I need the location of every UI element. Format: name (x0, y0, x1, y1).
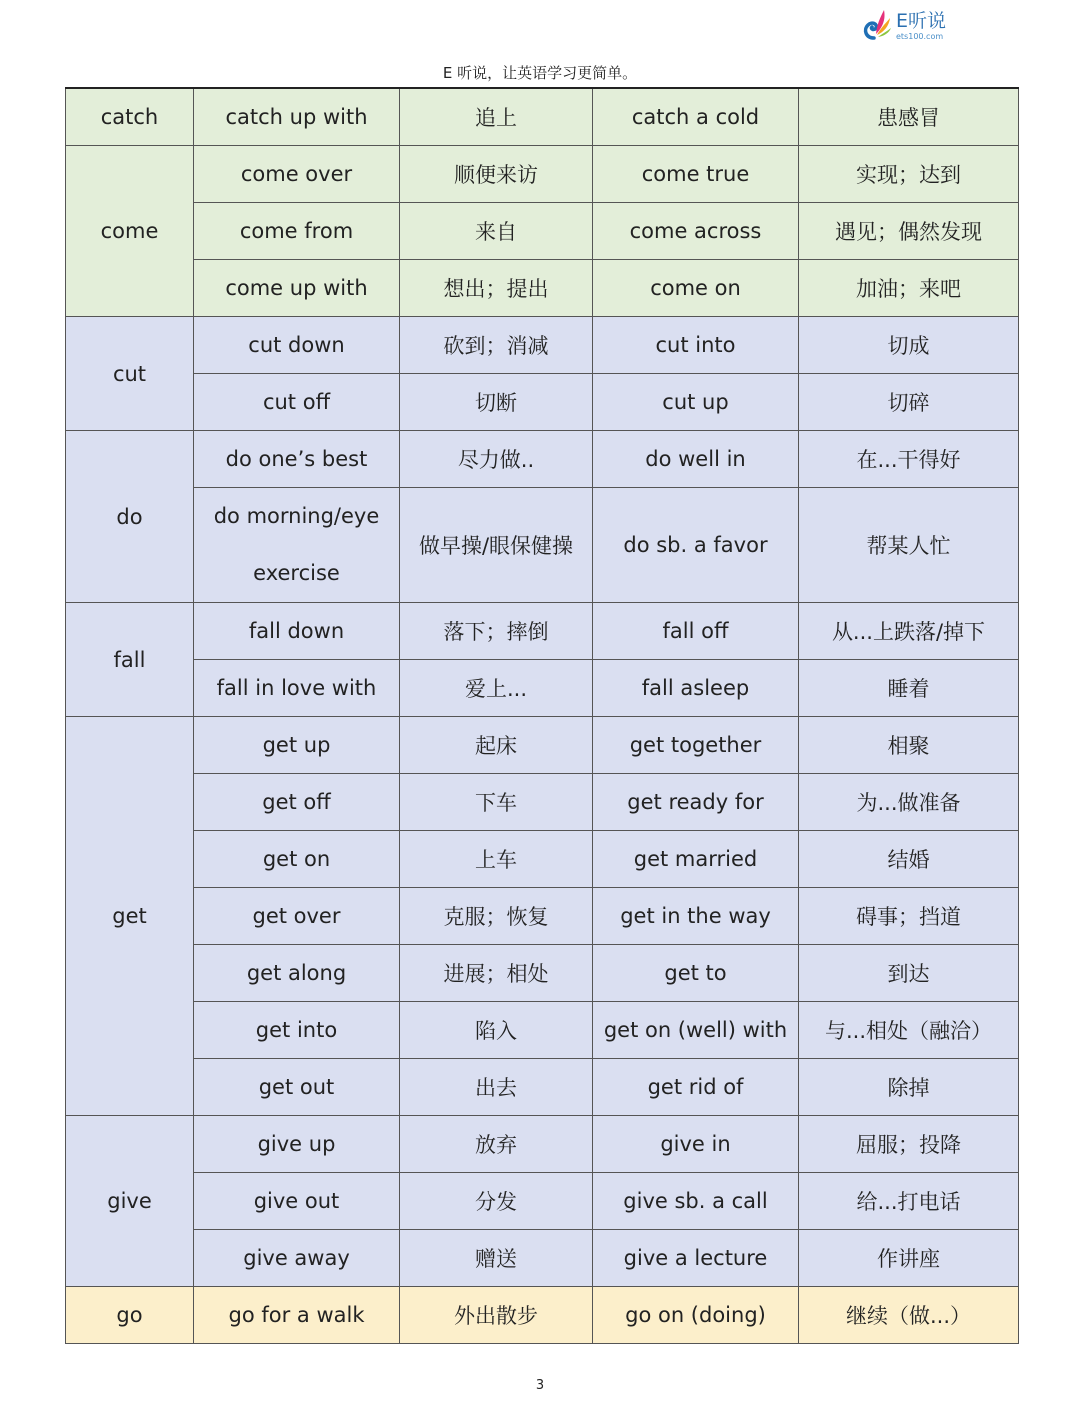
phrase-cell: get to (593, 945, 799, 1002)
verb-cell: give (66, 1116, 194, 1287)
table-row (66, 660, 1019, 717)
meaning-cell: 作讲座 (799, 1230, 1019, 1287)
meaning-cell: 上车 (400, 831, 593, 888)
phrase-cell: get on (well) with (593, 1002, 799, 1059)
phrase-cell: get married (593, 831, 799, 888)
meaning-cell: 进展；相处 (400, 945, 593, 1002)
table-row (66, 774, 1019, 831)
meaning-cell: 爱上... (400, 660, 593, 717)
phrase-cell: go for a walk (194, 1287, 400, 1344)
phrase-cell: cut up (593, 374, 799, 431)
phrase-cell: come across (593, 203, 799, 260)
phrase-cell: get on (194, 831, 400, 888)
phrase-cell: come from (194, 203, 400, 260)
meaning-cell: 加油；来吧 (799, 260, 1019, 317)
table-row (66, 88, 1019, 146)
phrase-cell: fall off (593, 603, 799, 660)
meaning-cell: 尽力做.. (400, 431, 593, 488)
table-row (66, 945, 1019, 1002)
meaning-cell: 在...干得好 (799, 431, 1019, 488)
meaning-cell: 顺便来访 (400, 146, 593, 203)
phrase-cell: cut down (194, 317, 400, 374)
meaning-cell: 帮某人忙 (799, 488, 1019, 603)
phrase-line: exercise (253, 561, 340, 585)
phrase-cell: go on (doing) (593, 1287, 799, 1344)
table-row (66, 1287, 1019, 1344)
phrase-cell: give sb. a call (593, 1173, 799, 1230)
verb-cell: catch (66, 88, 194, 146)
meaning-cell: 与...相处（融洽） (799, 1002, 1019, 1059)
phrase-cell: come on (593, 260, 799, 317)
phrase-cell: catch up with (194, 88, 400, 146)
meaning-cell: 起床 (400, 717, 593, 774)
phrase-cell: give out (194, 1173, 400, 1230)
table-row (66, 146, 1019, 203)
verb-cell: cut (66, 317, 194, 431)
phrase-cell: come up with (194, 260, 400, 317)
phrase-cell: get together (593, 717, 799, 774)
phrase-cell: do well in (593, 431, 799, 488)
table-row (66, 488, 1019, 603)
phrase-cell: fall in love with (194, 660, 400, 717)
meaning-cell: 继续（做...） (799, 1287, 1019, 1344)
phrase-cell: give in (593, 1116, 799, 1173)
phrase-table (65, 87, 1019, 1344)
table-row (66, 431, 1019, 488)
meaning-cell: 切断 (400, 374, 593, 431)
ets-logo (860, 4, 960, 48)
phrase-cell (194, 488, 400, 603)
meaning-cell: 给...打电话 (799, 1173, 1019, 1230)
phrase-cell: cut off (194, 374, 400, 431)
phrase-cell: do sb. a favor (593, 488, 799, 603)
meaning-cell: 相聚 (799, 717, 1019, 774)
phrase-cell: get over (194, 888, 400, 945)
meaning-cell: 切碎 (799, 374, 1019, 431)
table-row (66, 203, 1019, 260)
meaning-cell: 除掉 (799, 1059, 1019, 1116)
phrase-table-container (65, 87, 1018, 1344)
table-row (66, 1230, 1019, 1287)
table-row (66, 888, 1019, 945)
meaning-cell: 想出；提出 (400, 260, 593, 317)
table-row (66, 1116, 1019, 1173)
meaning-cell: 到达 (799, 945, 1019, 1002)
phrase-line: do morning/eye (213, 504, 380, 528)
phrase-cell: do one’s best (194, 431, 400, 488)
verb-cell: go (66, 1287, 194, 1344)
table-row (66, 831, 1019, 888)
phrase-cell: give up (194, 1116, 400, 1173)
table-row (66, 317, 1019, 374)
meaning-cell: 砍到；消减 (400, 317, 593, 374)
meaning-cell: 屈服；投降 (799, 1116, 1019, 1173)
meaning-cell: 结婚 (799, 831, 1019, 888)
phrase-cell: get along (194, 945, 400, 1002)
phrase-cell: get rid of (593, 1059, 799, 1116)
phrase-cell: get up (194, 717, 400, 774)
logo-title: E听说 (896, 9, 947, 32)
ets-logo-icon (860, 8, 892, 44)
page-subtitle: E 听说，让英语学习更简单。 (442, 64, 638, 82)
verb-cell: fall (66, 603, 194, 717)
table-row (66, 603, 1019, 660)
phrase-cell: catch a cold (593, 88, 799, 146)
meaning-cell: 赠送 (400, 1230, 593, 1287)
meaning-cell: 陷入 (400, 1002, 593, 1059)
verb-cell: get (66, 717, 194, 1116)
phrase-cell: cut into (593, 317, 799, 374)
meaning-cell: 切成 (799, 317, 1019, 374)
table-row (66, 374, 1019, 431)
phrase-cell: get into (194, 1002, 400, 1059)
meaning-cell: 睡着 (799, 660, 1019, 717)
meaning-cell: 为...做准备 (799, 774, 1019, 831)
phrase-cell: get ready for (593, 774, 799, 831)
meaning-cell: 下车 (400, 774, 593, 831)
page-number: 3 (535, 1378, 545, 1393)
meaning-cell: 外出散步 (400, 1287, 593, 1344)
meaning-cell: 从...上跌落/掉下 (799, 603, 1019, 660)
meaning-cell: 放弃 (400, 1116, 593, 1173)
meaning-cell: 做早操/眼保健操 (400, 488, 593, 603)
table-row (66, 1002, 1019, 1059)
meaning-cell: 出去 (400, 1059, 593, 1116)
meaning-cell: 追上 (400, 88, 593, 146)
phrase-cell: give away (194, 1230, 400, 1287)
table-row (66, 717, 1019, 774)
meaning-cell: 克服；恢复 (400, 888, 593, 945)
table-row (66, 1059, 1019, 1116)
verb-cell: come (66, 146, 194, 317)
phrase-cell: get out (194, 1059, 400, 1116)
meaning-cell: 碍事；挡道 (799, 888, 1019, 945)
phrase-cell: get in the way (593, 888, 799, 945)
table-row (66, 1173, 1019, 1230)
table-row (66, 260, 1019, 317)
meaning-cell: 落下；摔倒 (400, 603, 593, 660)
phrase-cell: fall down (194, 603, 400, 660)
phrase-cell: give a lecture (593, 1230, 799, 1287)
verb-cell: do (66, 431, 194, 603)
logo-url: ets100.com (896, 31, 944, 41)
phrase-cell: fall asleep (593, 660, 799, 717)
meaning-cell: 患感冒 (799, 88, 1019, 146)
phrase-cell: come true (593, 146, 799, 203)
meaning-cell: 实现；达到 (799, 146, 1019, 203)
meaning-cell: 遇见；偶然发现 (799, 203, 1019, 260)
meaning-cell: 来自 (400, 203, 593, 260)
phrase-cell: come over (194, 146, 400, 203)
meaning-cell: 分发 (400, 1173, 593, 1230)
phrase-cell: get off (194, 774, 400, 831)
